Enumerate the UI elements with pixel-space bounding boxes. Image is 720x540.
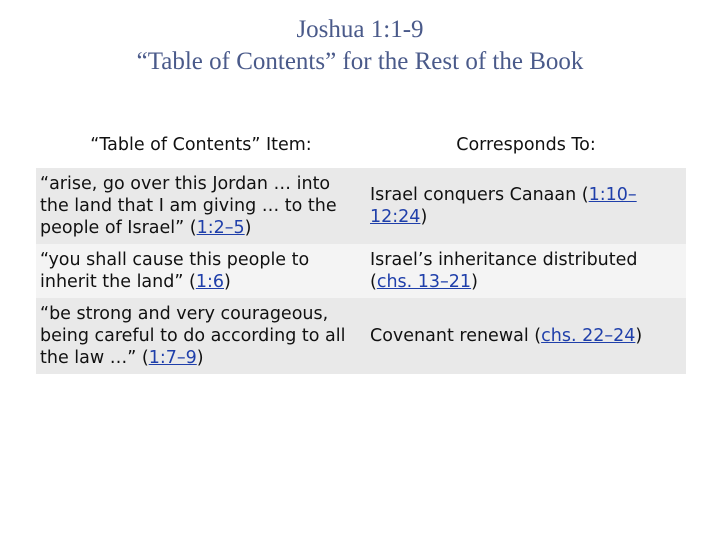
corresponds-text: Covenant renewal ( [370, 326, 542, 346]
item-text-end: ) [224, 272, 231, 292]
corresponds-text-end: ) [420, 207, 428, 227]
corresponds-cell [366, 298, 686, 374]
header-row [36, 122, 686, 168]
verse-link[interactable]: 1:2–5 [196, 218, 245, 238]
slide-title [0, 14, 720, 78]
table-row [36, 168, 686, 244]
verse-link[interactable]: 1:7–9 [148, 348, 197, 368]
corresponds-text-end: ) [635, 326, 643, 346]
verse-link[interactable]: chs. 22–24 [541, 326, 636, 346]
item-text: “arise, go over this Jordan … into the land that I am giving … to the people of Israel” ( [40, 174, 337, 238]
corresponds-text: Israel’s inheritance distributed ( [370, 250, 638, 292]
item-cell [36, 298, 366, 374]
table-row [36, 244, 686, 298]
toc-table [36, 122, 686, 374]
verse-link[interactable]: chs. 13–21 [376, 272, 472, 292]
header-corresponds: Corresponds To: [366, 122, 686, 168]
corresponds-text-end: ) [471, 272, 478, 292]
corresponds-cell [366, 168, 686, 244]
title-line-1: Joshua 1:1-9 [296, 16, 424, 43]
corresponds-cell [366, 244, 686, 298]
title-line-2: “Table of Contents” for the Rest of the Book [136, 48, 584, 75]
item-text-end: ) [196, 348, 204, 368]
item-text: “be strong and very courageous, being careful to do according to all the law …” ( [40, 304, 346, 368]
verse-link[interactable]: 1:6 [195, 272, 224, 292]
table-row [36, 298, 686, 374]
corresponds-text: Israel conquers Canaan ( [370, 185, 589, 205]
item-cell [36, 244, 366, 298]
item-text-end: ) [244, 218, 252, 238]
header-item: “Table of Contents” Item: [36, 122, 366, 168]
item-cell [36, 168, 366, 244]
verse-link[interactable]: 1:10–12:24 [370, 185, 637, 227]
item-text: “you shall cause this people to inherit the land” ( [40, 250, 310, 292]
